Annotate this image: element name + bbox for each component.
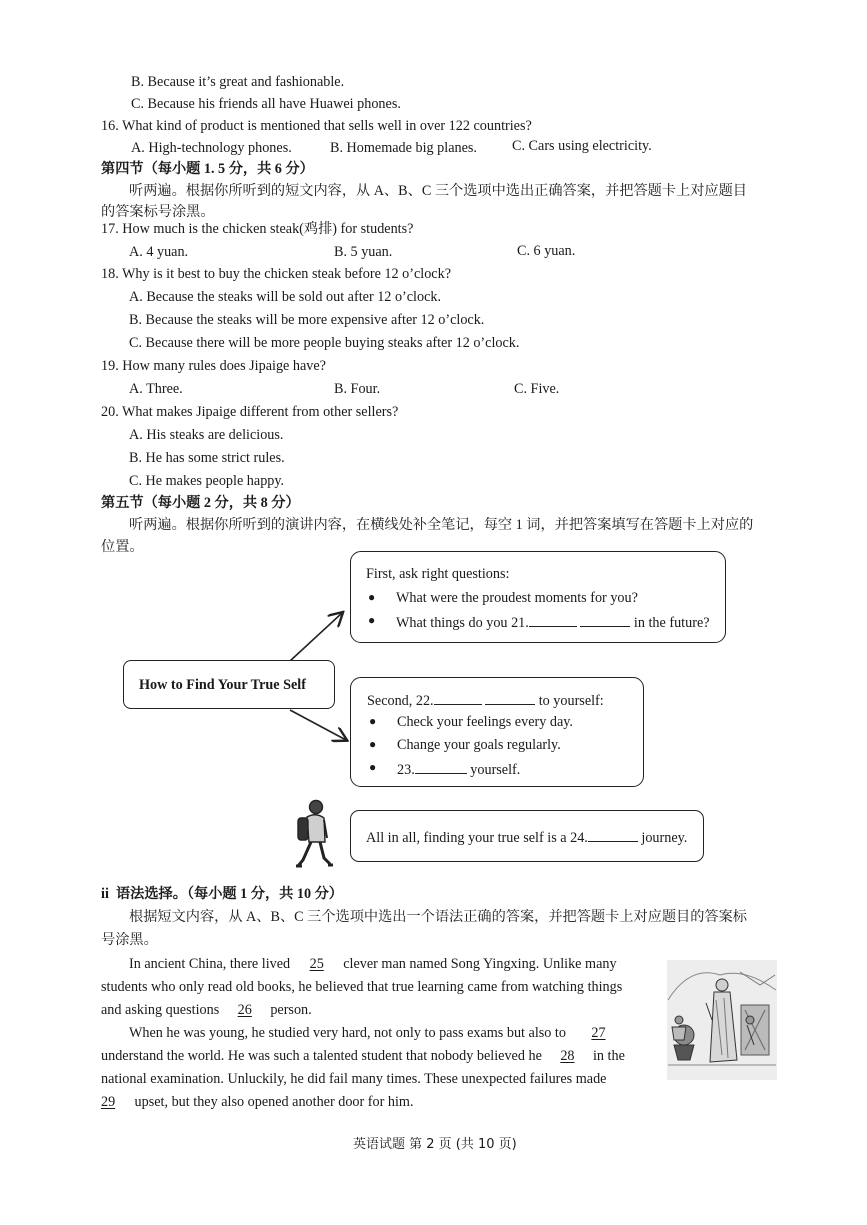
q20-question: 20. What makes Jipaige different from other sellers? (101, 404, 399, 420)
box3-text-post: journey. (641, 830, 688, 846)
grammar-heading (101, 885, 343, 903)
q18-option-a: A. Because the steaks will be sold out after 12 o’clock. (129, 289, 442, 305)
passage-p2-line3: national examination. Unluckily, he did fail many times. These unexpected failures made (101, 1071, 607, 1087)
passage-p1-line3 (101, 1001, 312, 1019)
passage-text: in the (592, 1048, 625, 1064)
box3-text-pre: All in all, finding your true self is a 24. (366, 830, 588, 846)
q16-option-b: B. Homemade big planes. (330, 140, 477, 156)
q20-option-b: B. He has some strict rules. (129, 450, 285, 466)
q18-question: 18. Why is it best to buy the chicken steak before 12 o’clock? (101, 266, 451, 282)
passage-text: understand the world. He was such a talented student that nobody believed he (101, 1048, 542, 1064)
q17-option-c: C. 6 yuan. (517, 243, 576, 259)
passage-p2-line2 (101, 1047, 625, 1065)
box3-text (366, 827, 687, 847)
blank-24 (588, 827, 638, 842)
box2-title-text-pre: Second, 22. (367, 693, 434, 709)
section5-instr-line1: 听两遍。根据你所听到的演讲内容，在横线处补全笔记，每空 1 词，并把答案填写在答题卡上对应的 (129, 517, 754, 533)
blank-21a (529, 612, 577, 627)
blank-22b (485, 690, 535, 705)
box1-item2-text-pre: What things do you 21. (396, 615, 529, 631)
q16-option-c: C. Cars using electricity. (512, 138, 652, 154)
mind-map-center-label: How to Find Your True Self (139, 677, 306, 693)
bullet-icon: ● (369, 760, 377, 774)
section5-instr-line2: 位置。 (101, 539, 144, 555)
section4-instr-line1: 听两遍。根据你所听到的短文内容，从 A、B、C 三个选项中选出正确答案，并把答题卡上对应题目 (129, 183, 747, 199)
q18-option-c: C. Because there will be more people buying steaks after 12 o’clock. (129, 335, 520, 351)
box1-item1: What were the proudest moments for you? (396, 590, 638, 606)
box1-title: First, ask right questions: (366, 566, 510, 582)
mind-map-center-box (123, 660, 335, 709)
passage-text: In ancient China, there lived (129, 956, 291, 972)
q16-question: 16. What kind of product is mentioned that sells well in over 122 countries? (101, 118, 532, 134)
notes-box-second (350, 677, 644, 787)
passage-p1-line1 (129, 955, 617, 973)
blank-22a (434, 690, 482, 705)
grammar-instr-line2: 号涂黑。 (101, 932, 158, 948)
bullet-icon: ● (368, 613, 376, 627)
box1-item2 (396, 612, 710, 632)
q20-option-a: A. His steaks are delicious. (129, 427, 284, 443)
section5-heading: 第五节（每小题 2 分，共 8 分） (101, 495, 300, 511)
blank-27: 27 (591, 1025, 606, 1041)
passage-p1-line2: students who only read old books, he believed that true learning came from watching things (101, 979, 623, 995)
blank-29: 29 (101, 1094, 116, 1110)
q15-option-b: B. Because it’s great and fashionable. (131, 74, 345, 90)
box2-item1: Check your feelings every day. (397, 714, 573, 730)
bullet-icon: ● (369, 737, 377, 751)
passage-text: and asking questions (101, 1002, 220, 1018)
box2-title-text-post: to yourself: (538, 693, 604, 709)
grammar-heading-num: ii (101, 886, 109, 902)
blank-21b (580, 612, 630, 627)
box1-item2-text-post: in the future? (633, 615, 710, 631)
q20-option-c: C. He makes people happy. (129, 473, 285, 489)
blank-23 (415, 759, 467, 774)
q18-option-b: B. Because the steaks will be more expensive after 12 o’clock. (129, 312, 485, 328)
section4-heading: 第四节（每小题 1. 5 分，共 6 分） (101, 161, 314, 177)
q16-option-a: A. High-technology phones. (131, 140, 292, 156)
page-footer: 英语试题 第 2 页 (共 10 页) (353, 1137, 517, 1152)
box2-item3-text-pre: 23. (397, 762, 415, 778)
blank-25: 25 (309, 956, 324, 972)
passage-text: person. (270, 1002, 312, 1018)
bullet-icon: ● (369, 714, 377, 728)
q19-option-b: B. Four. (334, 381, 381, 397)
q17-question: 17. How much is the chicken steak(鸡排) for students? (101, 221, 414, 237)
arrow-to-box2 (290, 710, 346, 740)
box2-item3 (397, 759, 520, 779)
passage-p2-line4 (101, 1093, 414, 1111)
passage-text: When he was young, he studied very hard, not only to pass exams but also to (129, 1025, 566, 1041)
arrow-to-box1 (290, 613, 342, 661)
bullet-icon: ● (368, 590, 376, 604)
q15-option-c: C. Because his friends all have Huawei phones. (131, 96, 401, 112)
q17-option-a: A. 4 yuan. (129, 244, 189, 260)
q19-option-c: C. Five. (514, 381, 560, 397)
section4-instr-line2: 的答案标号涂黑。 (101, 204, 215, 220)
passage-p2-line1 (129, 1024, 606, 1042)
notes-box-summary (350, 810, 704, 862)
q19-option-a: A. Three. (129, 381, 183, 397)
blank-26: 26 (237, 1002, 252, 1018)
passage-text: clever man named Song Yingxing. Unlike many (343, 956, 617, 972)
grammar-instr-line1: 根据短文内容，从 A、B、C 三个选项中选出一个语法正确的答案，并把答题卡上对应题目的答案标 (129, 909, 747, 925)
box2-title (367, 690, 604, 710)
blank-28: 28 (560, 1048, 575, 1064)
box2-item2: Change your goals regularly. (397, 737, 561, 753)
q17-option-b: B. 5 yuan. (334, 244, 393, 260)
passage-text: upset, but they also opened another door for him. (134, 1094, 414, 1110)
box2-item3-text-post: yourself. (470, 762, 521, 778)
notes-box-questions (350, 551, 726, 643)
grammar-heading-text: 语法选择。（每小题 1 分，共 10 分） (115, 886, 343, 902)
q19-question: 19. How many rules does Jipaige have? (101, 358, 326, 374)
